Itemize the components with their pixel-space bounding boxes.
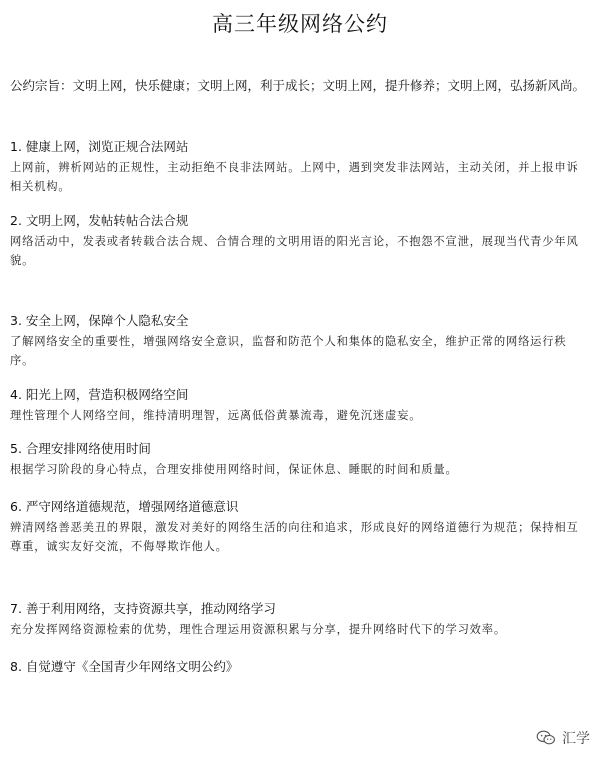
section-heading: 7. 善于利用网络，支持资源共享，推动网络学习 (10, 601, 276, 616)
section-heading: 4. 阳光上网，营造积极网络空间 (10, 387, 189, 402)
section-body: 网络活动中，发表或者转载合法合规、合情合理的文明用语的阳光言论，不抱怨不宣泄，展现当代青少年风貌。 (10, 235, 579, 267)
section-heading: 5. 合理安排网络使用时间 (10, 441, 151, 456)
wechat-icon (536, 730, 556, 746)
section-3 (10, 312, 588, 370)
watermark (536, 728, 590, 748)
section-6 (10, 498, 588, 556)
section-body: 了解网络安全的重要性，增强网络安全意识，监督和防范个人和集体的隐私安全，维护正常的网络运行秩序。 (10, 335, 567, 367)
section-5 (10, 440, 588, 479)
purpose-statement: 公约宗旨：文明上网，快乐健康；文明上网，利于成长；文明上网，提升修养；文明上网，弘扬新风尚。 (10, 78, 586, 93)
section-heading: 2. 文明上网，发帖转帖合法合规 (10, 213, 189, 228)
section-1 (10, 138, 588, 196)
page-title: 高三年级网络公约 (212, 12, 388, 36)
section-4 (10, 386, 588, 425)
section-body: 上网前，辨析网站的正规性，主动拒绝不良非法网站。上网中，遇到突发非法网站，主动关闭，并上报申诉相关机构。 (10, 161, 579, 193)
section-heading: 3. 安全上网，保障个人隐私安全 (10, 313, 189, 328)
section-8 (10, 658, 588, 676)
watermark-text: 汇学 (562, 731, 590, 747)
section-body: 辨清网络善恶美丑的界限，激发对美好的网络生活的向往和追求，形成良好的网络道德行为规范；保持相互尊重，诚实友好交流，不侮辱欺诈他人。 (10, 521, 579, 553)
section-7 (10, 600, 588, 639)
section-heading: 1. 健康上网，浏览正规合法网站 (10, 139, 189, 154)
section-2 (10, 212, 588, 270)
section-body: 充分发挥网络资源检索的优势，理性合理运用资源积累与分享，提升网络时代下的学习效率。 (10, 623, 506, 636)
section-body: 理性管理个人网络空间，维持清明理智，远离低俗黄暴流毒，避免沉迷虚妄。 (10, 409, 422, 422)
section-heading: 6. 严守网络道德规范，增强网络道德意识 (10, 499, 239, 514)
section-heading: 8. 自觉遵守《全国青少年网络文明公约》 (10, 659, 239, 674)
section-body: 根据学习阶段的身心特点，合理安排使用网络时间，保证休息、睡眠的时间和质量。 (10, 463, 458, 476)
